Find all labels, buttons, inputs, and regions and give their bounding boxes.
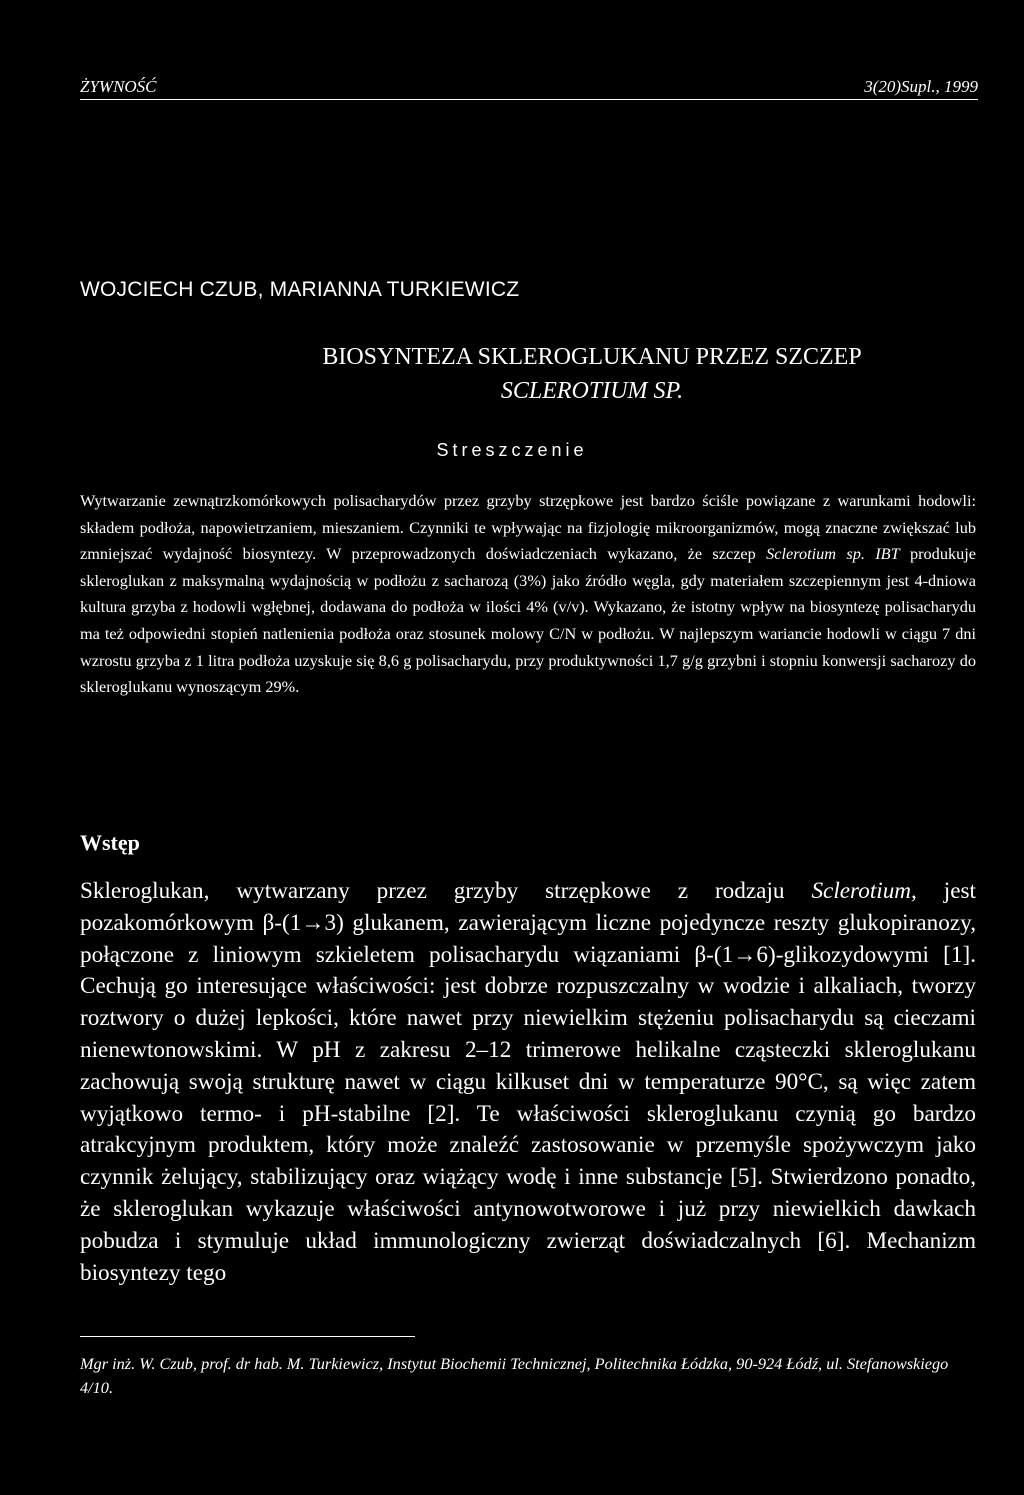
title-line-2: SCLEROTIUM SP. xyxy=(500,378,684,404)
body-italic-1: Sclerotium, xyxy=(811,878,917,904)
abstract-part-2: produkuje skleroglukan z maksymalną wydajnością w podłożu z sacharozą (3%) jako źródło węgla, gdy materiałem szczepiennym jest 4-dniowa kultura grzyba z hodowli wgłębnej, dodawana do podłoża w ilości 4% (v/v). Wykazano, że istotny wpływ na biosyntezę polisacharydu ma też odpowiedni stopień natlenienia podłoża oraz stosunek molowy C/N w podłożu. W najlepszym wariancie hodowli w ciągu 7 dni wzrostu grzyba z 1 litra podłoża uzyskuje się 8,6 g polisacharydu, przy produktywności 1,7 g/g grzybni i stopniu konwersji sacharozy do skleroglukanu wynoszącym 29%. xyxy=(80,544,976,697)
abstract-italic-1: Sclerotium sp. IBT xyxy=(766,544,900,564)
journal-name: ŻYWNOŚĆ xyxy=(80,77,157,96)
running-header xyxy=(80,77,978,100)
section-heading: Wstęp xyxy=(80,830,140,855)
issue-info: 3(20)Supl., 1999 xyxy=(864,77,978,96)
title-line-1: BIOSYNTEZA SKLEROGLUKANU PRZEZ SZCZEP xyxy=(322,344,862,370)
abstract-heading: Streszczenie xyxy=(436,440,588,460)
paper-title xyxy=(80,340,944,408)
body-part-2: jest pozakomórkowym β-(1→3) glukanem, zawierającym liczne pojedyncze reszty glukopiranozy, połączone z liniowym szkieletem polisacharydu wiązaniami β-(1→6)-glikozydowymi [1]. Cechują go interesujące właściwości: jest dobrze rozpuszczalny w wodzie i alkaliach, tworzy roztwory o dużej lepkości, które nawet przy niewielkim stężeniu polisacharydu są cieczami nienewtonowskimi. W pH z zakresu 2–12 trimerowe helikalne cząsteczki skleroglukanu zachowują swoją strukturę nawet w ciągu kilkuset dni w temperaturze 90°C, są więc zatem wyjątkowo termo- i pH-stabilne [2]. Te właściwości skleroglukanu czynią go bardzo atrakcyjnym produktem, który może znaleźć zastosowanie w przemyśle spożywczym jako czynnik żelujący, stabilizujący oraz wiążący wodę i inne substancje [5]. Stwierdzono ponadto, że skleroglukan wykazuje właściwości antynowotworowe i już przy niewielkich dawkach pobudza i stymuluje układ immunologiczny zwierząt doświadczalnych [6]. Mechanizm biosyntezy tego xyxy=(80,878,976,1286)
abstract-part-1: Wytwarzanie zewnątrzkomórkowych polisacharydów przez grzyby strzępkowe jest bardzo ściśle powiązane z warunkami hodowli: składem podłoża, napowietrzaniem, mieszaniem. Czynniki te wpływając na fizjologię mikroorganizmów, mogą znaczne zwiększać lub zmniejszać wydajność biosyntezy. W przeprowadzonych doświadczeniach wykazano, że szczep xyxy=(80,491,976,564)
footnote-rule xyxy=(80,1336,415,1337)
abstract-text xyxy=(80,488,976,701)
body-part-1: Skleroglukan, wytwarzany przez grzyby strzępkowe z rodzaju xyxy=(80,878,812,904)
footnote: Mgr inż. W. Czub, prof. dr hab. M. Turkiewicz, Instytut Biochemii Technicznej, Politechnika Łódzka, 90-924 Łódź, ul. Stefanowskiego 4/10. xyxy=(80,1354,949,1397)
authors: WOJCIECH CZUB, MARIANNA TURKIEWICZ xyxy=(80,278,520,301)
body-text xyxy=(80,876,976,1289)
